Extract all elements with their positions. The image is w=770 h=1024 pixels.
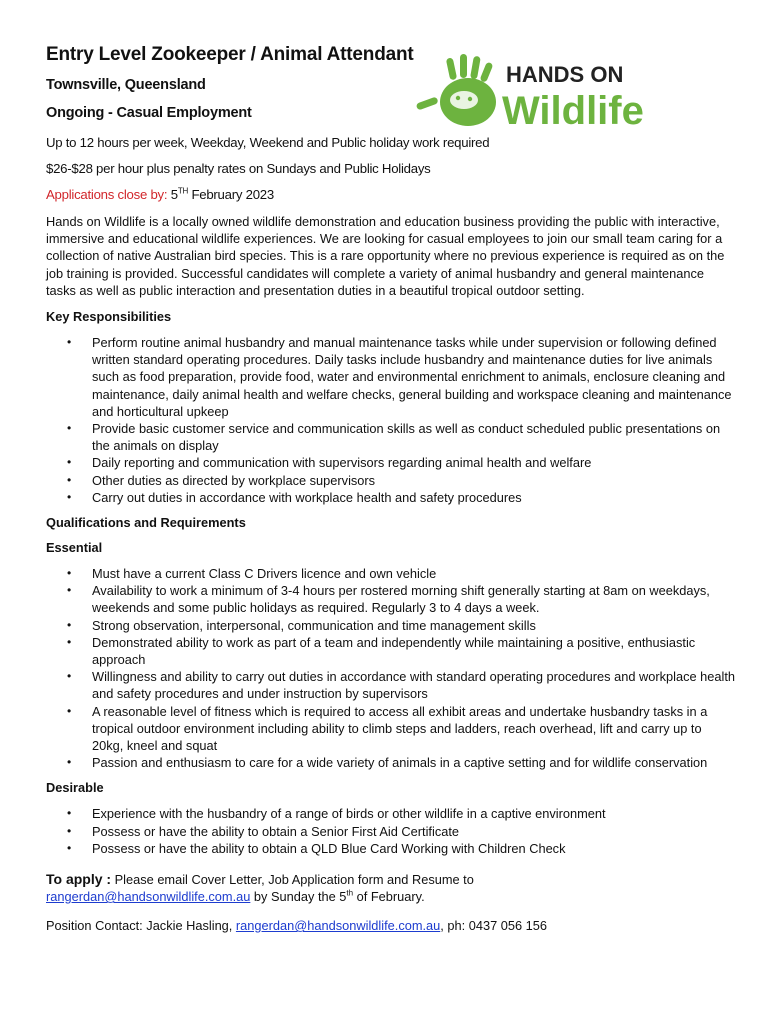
apply-instructions bbox=[46, 871, 736, 905]
apply-email-link[interactable]: rangerdan@handsonwildlife.com.au bbox=[46, 889, 251, 905]
position-contact bbox=[46, 918, 736, 933]
essential-heading: Essential bbox=[46, 540, 103, 556]
apply-deadline: by Sunday the 5 bbox=[250, 889, 347, 905]
essential-list bbox=[46, 565, 736, 771]
intro-paragraph: Hands on Wildlife is a locally owned wildlife demonstration and education business providing the public with interactive, immersive and educational wildlife experiences. We are looking for casual employees to join our small team caring for a collection of native Australian bird species. This is a rare opportunity where no previous experience is required as on the job training is provided. Successful candidates will complete a variety of animal husbandry and general maintenance tasks as well as public interaction and presentation duties in a beautiful tropical outdoor setting. bbox=[46, 214, 725, 298]
closing-date-month: February 2023 bbox=[191, 187, 274, 202]
closing-date-suffix: TH bbox=[177, 186, 189, 196]
list-item: • Experience with the husbandry of a range of birds or other wildlife in a captive environment bbox=[92, 805, 736, 822]
desirable-list bbox=[46, 805, 736, 857]
list-item: • Availability to work a minimum of 3-4 hours per rostered morning shift generally starting at 8am on weekdays, weekends and some public holidays as required. Regularly 3 to 4 days a week. bbox=[92, 582, 736, 616]
logo-text-line1: HANDS ON bbox=[506, 62, 624, 87]
responsibilities-list bbox=[46, 334, 736, 506]
desirable-heading: Desirable bbox=[46, 780, 104, 796]
closing-date-line bbox=[46, 187, 736, 202]
apply-text: Please email Cover Letter, Job Application form and Resume to bbox=[111, 872, 474, 888]
apply-deadline-end: of February. bbox=[353, 889, 425, 905]
list-item: • Carry out duties in accordance with workplace health and safety procedures bbox=[92, 489, 736, 506]
contact-phone: , ph: 0437 056 156 bbox=[440, 918, 548, 934]
job-advertisement bbox=[46, 44, 736, 933]
list-item: • Passion and enthusiasm to care for a wide variety of animals in a captive setting and for wildlife conservation bbox=[92, 754, 736, 771]
list-item: • Demonstrated ability to work as part of a team and independently while maintaining a positive, enthusiastic approach bbox=[92, 634, 736, 668]
logo-text-line2: Wildlife bbox=[502, 89, 644, 132]
list-item: • A reasonable level of fitness which is required to access all exhibit areas and undertake husbandry tasks in a tropical outdoor environment including ability to climb steps and ladders, reach overhead, lift and carry up to 20kg, kneel and squat bbox=[92, 703, 736, 755]
apply-deadline-suffix: th bbox=[346, 888, 354, 898]
responsibilities-heading: Key Responsibilities bbox=[46, 309, 172, 325]
list-item: • Possess or have the ability to obtain a Senior First Aid Certificate bbox=[92, 823, 736, 840]
contact-label: Position Contact: Jackie Hasling, bbox=[46, 918, 236, 934]
pay-rate-line: $26-$28 per hour plus penalty rates on Sundays and Public Holidays bbox=[46, 161, 431, 176]
closing-date-label: Applications close by: bbox=[46, 187, 168, 202]
list-item: • Possess or have the ability to obtain a QLD Blue Card Working with Children Check bbox=[92, 840, 736, 857]
list-item: • Strong observation, interpersonal, communication and time management skills bbox=[92, 617, 736, 634]
list-item: • Daily reporting and communication with supervisors regarding animal health and welfare bbox=[92, 454, 736, 471]
closing-date-day: 5 bbox=[170, 187, 178, 202]
list-item: • Willingness and ability to carry out duties in accordance with standard operating procedures and workplace health and safety procedures and under instruction by supervisors bbox=[92, 668, 736, 702]
apply-label: To apply : bbox=[46, 871, 112, 888]
job-location: Townsville, Queensland bbox=[46, 77, 206, 93]
list-item: • Provide basic customer service and communication skills as well as conduct scheduled public presentations on the animals on display bbox=[92, 420, 736, 454]
qualifications-heading: Qualifications and Requirements bbox=[46, 515, 246, 531]
contact-email-link[interactable]: rangerdan@handsonwildlife.com.au bbox=[235, 918, 441, 934]
employment-type: Ongoing - Casual Employment bbox=[46, 105, 252, 121]
hours-line: Up to 12 hours per week, Weekday, Weekend and Public holiday work required bbox=[46, 135, 490, 150]
list-item: • Other duties as directed by workplace supervisors bbox=[92, 472, 736, 489]
list-item: • Must have a current Class C Drivers licence and own vehicle bbox=[92, 565, 736, 582]
list-item: • Perform routine animal husbandry and manual maintenance tasks while under supervision or following defined written standard operating procedures. Daily tasks include husbandry and maintenance duties for live animals such as food preparation, provide food, water and environmental enrichment to animals, enclosure cleaning and maintenance, daily animal health and welfare checks, general building and workspace cleaning and maintenance and horticultural upkeep bbox=[92, 334, 736, 420]
job-title: Entry Level Zookeeper / Animal Attendant bbox=[46, 44, 414, 65]
